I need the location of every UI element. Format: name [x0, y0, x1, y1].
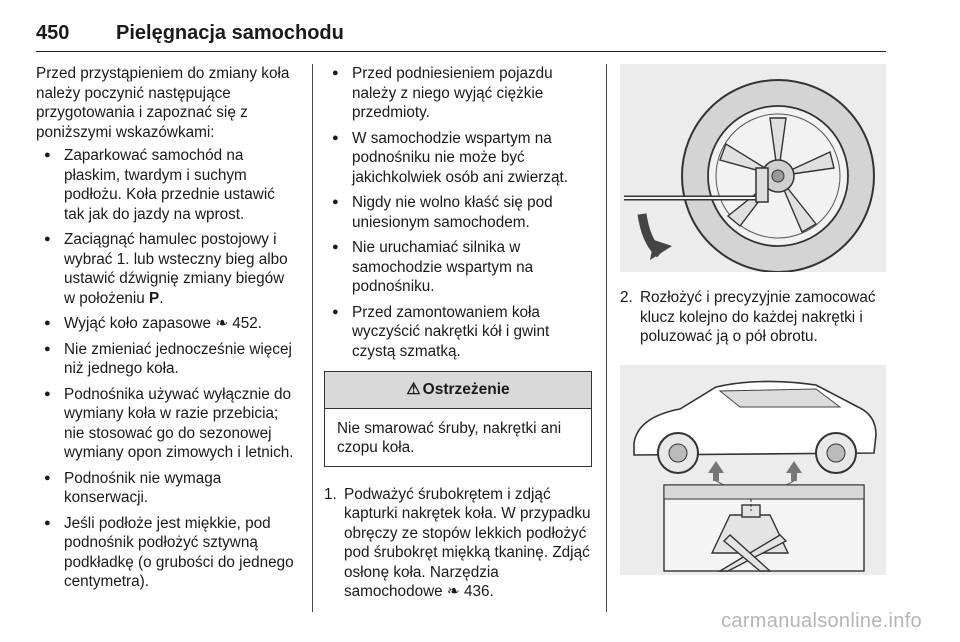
list-item: ● W samochodzie wspartym na podnośniku nie może być jakichkolwiek osób ani zwierząt.: [324, 129, 592, 188]
page-number: 450: [36, 22, 70, 44]
list-item: ● Jeśli podłoże jest miękkie, pod podnośnik podłożyć sztywną podkładkę (o grubości do jednego centymetra).: [36, 514, 298, 592]
wheel-illustration-svg: [620, 64, 886, 272]
preparation-list: [36, 146, 298, 592]
steps-list: [324, 485, 592, 602]
list-item: ● Podnośnika używać wyłącznie do wymiany koła w razie przebicia; nie stosować go do sezonowej wymiany opon zimowych i letnich.: [36, 385, 298, 463]
safety-list: [324, 64, 592, 361]
intro-paragraph: Przed przystąpieniem do zmiany koła należy poczynić następujące przygotowania i zapoznać się z poniższymi wskazówkami:: [36, 65, 290, 141]
page-header: [36, 22, 886, 50]
step-item: 1. Podważyć śrubokrętem i zdjąć kapturki nakrętek koła. W przypadku obręczy ze stopów lekkich podłożyć pod śrubokręt miękką tkaninę. Zdjąć osłonę koła. Narzędzia samochodowe ❧ 436.: [324, 485, 591, 600]
warning-box: [324, 371, 592, 467]
list-item: ● Nigdy nie wolno kłaść się pod uniesionym samochodem.: [324, 193, 592, 232]
step-item: 2. Rozłożyć i precyzyjnie zamocować klucz kolejno do każdej nakrętki i poluzować ją o pół obrotu.: [620, 289, 876, 345]
list-item: ● Przed podniesieniem pojazdu należy z niego wyjąć ciężkie przedmioty.: [324, 64, 592, 123]
list-item: ● Nie uruchamiać silnika w samochodzie wspartym na podnośniku.: [324, 238, 592, 297]
page-reference-link[interactable]: 452.: [232, 315, 263, 332]
warning-triangle-icon: ⚠: [406, 381, 421, 398]
list-item: ● Wyjąć koło zapasowe ❧ 452.: [36, 314, 298, 334]
warning-text: Nie smarować śruby, nakrętki ani czopu koła.: [337, 419, 562, 456]
column-left: [36, 64, 298, 598]
page-ref-arrow-icon: ❧: [446, 583, 460, 600]
warning-title: Ostrzeżenie: [422, 381, 510, 398]
page-ref-arrow-icon: ❧: [215, 315, 229, 332]
list-item: ● Zaparkować samochód na płaskim, twardym i suchym podłożu. Koła przednie ustawić tak jak do jazdy na wprost.: [36, 146, 298, 224]
list-item: ● Nie zmieniać jednocześnie więcej niż jednego koła.: [36, 340, 298, 379]
step-number: 1.: [324, 485, 337, 503]
watermark-text: carmanualsonline.info: [721, 610, 922, 632]
column-divider: [312, 64, 313, 612]
list-item: ● Zaciągnąć hamulec postojowy i wybrać 1. lub wsteczny bieg albo ustawić dźwignię zmiany biegów w położeniu P.: [36, 230, 298, 308]
list-item: ● Podnośnik nie wymaga konserwacji.: [36, 469, 298, 508]
page-reference-link[interactable]: 436.: [463, 583, 494, 600]
car-jack-illustration: [620, 365, 886, 575]
gear-position-label: P: [149, 289, 160, 307]
list-item: ● Przed zamontowaniem koła wyczyścić nakrętki kół i gwint czystą szmatką.: [324, 303, 592, 362]
page-title: Pielęgnacja samochodu: [116, 22, 344, 44]
column-right: [620, 64, 886, 575]
step-number: 2.: [620, 289, 633, 306]
wheel-wrench-illustration: [620, 64, 886, 272]
steps-list: [620, 288, 886, 347]
column-middle: [324, 64, 592, 602]
warning-header: [325, 372, 591, 409]
header-rule: [36, 51, 886, 52]
column-divider: [606, 64, 607, 612]
car-jack-svg: [620, 365, 886, 575]
